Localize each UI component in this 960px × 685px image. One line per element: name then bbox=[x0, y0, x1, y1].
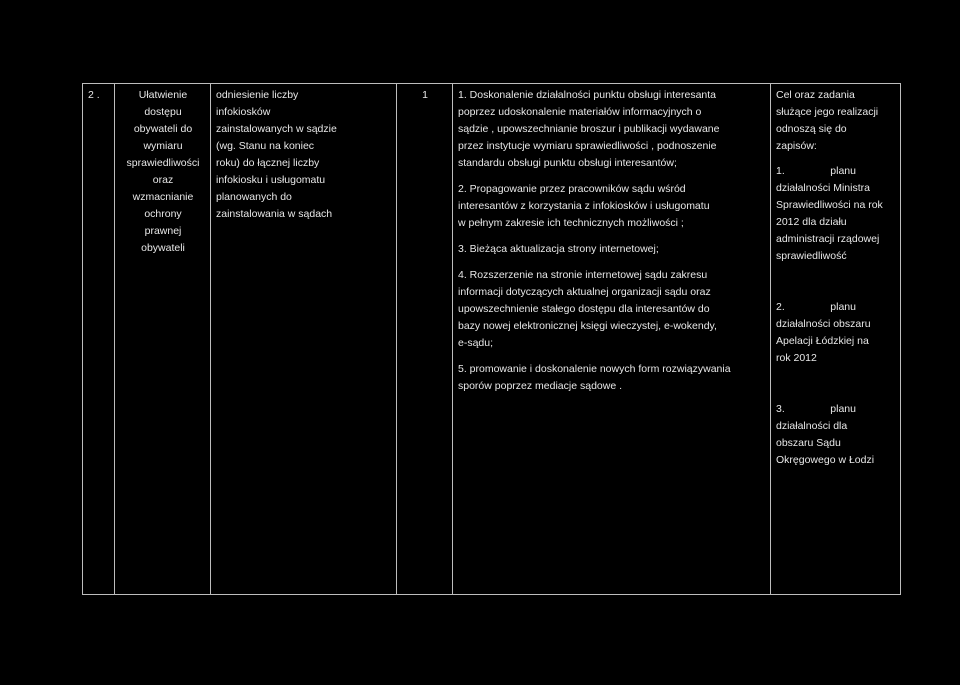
goal-line: dostępu bbox=[144, 106, 182, 118]
task-line: informacji dotyczących aktualnej organizacji sądu oraz bbox=[458, 286, 711, 298]
task-item bbox=[458, 181, 766, 232]
plan-reference bbox=[776, 401, 896, 469]
goal-line: prawnej bbox=[144, 225, 182, 237]
goal-line: Ułatwienie bbox=[138, 89, 188, 101]
task-line: 1. Doskonalenie działalności punktu obsługi interesanta bbox=[458, 89, 716, 101]
task-item bbox=[458, 267, 766, 352]
plan-line: Sprawiedliwości na rok bbox=[776, 199, 883, 211]
plan-heading bbox=[776, 299, 896, 316]
goal-line: obywateli do bbox=[133, 123, 193, 135]
intro-line: zapisów: bbox=[776, 140, 817, 152]
indicator-line: zainstalowania w sądach bbox=[216, 208, 333, 220]
intro-line: służące jego realizacji bbox=[776, 106, 879, 118]
task-line: 4. Rozszerzenie na stronie internetowej sądu zakresu bbox=[458, 269, 708, 281]
task-line: 2. Propagowanie przez pracowników sądu wśród bbox=[458, 183, 686, 195]
task-line: e-sądu; bbox=[458, 337, 494, 349]
plan-word: planu bbox=[830, 165, 856, 177]
task-line: poprzez udoskonalenie materiałów informacyjnych o bbox=[458, 106, 702, 118]
plan-line: sprawiedliwość bbox=[776, 250, 847, 262]
task-line: upowszechnienie stałego dostępu dla interesantów do bbox=[458, 303, 710, 315]
goal-line: oraz bbox=[152, 174, 174, 186]
goal-line: ochrony bbox=[144, 208, 182, 220]
indicator-line: infokiosków bbox=[216, 106, 271, 118]
references-cell bbox=[771, 84, 901, 595]
indicator-value: 1 bbox=[422, 89, 428, 101]
task-line: 3. Bieżąca aktualizacja strony internetowej; bbox=[458, 243, 659, 255]
plan-line: działalności Ministra bbox=[776, 182, 870, 194]
task-line: przez instytucje wymiaru sprawiedliwości , podnoszenie bbox=[458, 140, 717, 152]
plan-line: administracji rządowej bbox=[776, 233, 880, 245]
plan-line: Okręgowego w Łodzi bbox=[776, 454, 875, 466]
intro-line: odnoszą się do bbox=[776, 123, 847, 135]
goal-line: obywateli bbox=[141, 242, 185, 254]
plan-line: obszaru Sądu bbox=[776, 437, 841, 449]
goal-line: wymiaru bbox=[143, 140, 183, 152]
value-cell bbox=[397, 84, 453, 595]
plan-table bbox=[82, 83, 901, 595]
task-line: bazy nowej elektronicznej księgi wieczystej, e-wokendy, bbox=[458, 320, 717, 332]
plan-heading bbox=[776, 163, 896, 180]
task-line: sądzie , upowszechnianie broszur i publikacji wydawane bbox=[458, 123, 720, 135]
task-line: standardu obsługi punktu obsługi interesantów; bbox=[458, 157, 677, 169]
plan-word: planu bbox=[830, 301, 856, 313]
plan-word: planu bbox=[830, 403, 856, 415]
plan-number: 3. bbox=[776, 403, 785, 415]
indicator-line: infokiosku i usługomatu bbox=[216, 174, 326, 186]
tasks-cell bbox=[453, 84, 771, 595]
goal-cell bbox=[115, 84, 211, 595]
task-line: sporów poprzez mediacje sądowe . bbox=[458, 380, 623, 392]
plan-reference bbox=[776, 299, 896, 367]
plan-reference bbox=[776, 163, 896, 265]
intro-line: Cel oraz zadania bbox=[776, 89, 855, 101]
row-number: 2 . bbox=[88, 89, 100, 101]
task-item bbox=[458, 361, 766, 395]
indicator-line: planowanych do bbox=[216, 191, 292, 203]
plan-line: 2012 dla działu bbox=[776, 216, 847, 228]
table-row bbox=[83, 84, 901, 595]
indicator-line: odniesienie liczby bbox=[216, 89, 299, 101]
indicator-line: (wg. Stanu na koniec bbox=[216, 140, 315, 152]
task-item bbox=[458, 241, 766, 258]
plan-number: 1. bbox=[776, 165, 785, 177]
plan-line: działalności obszaru bbox=[776, 318, 871, 330]
indicator-line: roku) do łącznej liczby bbox=[216, 157, 320, 169]
indicator-line: zainstalowanych w sądzie bbox=[216, 123, 337, 135]
row-number-cell bbox=[83, 84, 115, 595]
goal-line: sprawiedliwości bbox=[126, 157, 200, 169]
plan-number: 2. bbox=[776, 301, 785, 313]
task-line: w pełnym zakresie ich technicznych możliwości ; bbox=[458, 217, 684, 229]
task-line: interesantów z korzystania z infokiosków i usługomatu bbox=[458, 200, 710, 212]
indicator-cell bbox=[211, 84, 397, 595]
plan-line: rok 2012 bbox=[776, 352, 817, 364]
plan-line: działalności dla bbox=[776, 420, 848, 432]
goal-line: wzmacnianie bbox=[132, 191, 194, 203]
references-intro bbox=[776, 87, 896, 155]
task-line: 5. promowanie i doskonalenie nowych form rozwiązywania bbox=[458, 363, 731, 375]
plan-heading bbox=[776, 401, 896, 418]
plan-line: Apelacji Łódzkiej na bbox=[776, 335, 869, 347]
task-item bbox=[458, 87, 766, 172]
